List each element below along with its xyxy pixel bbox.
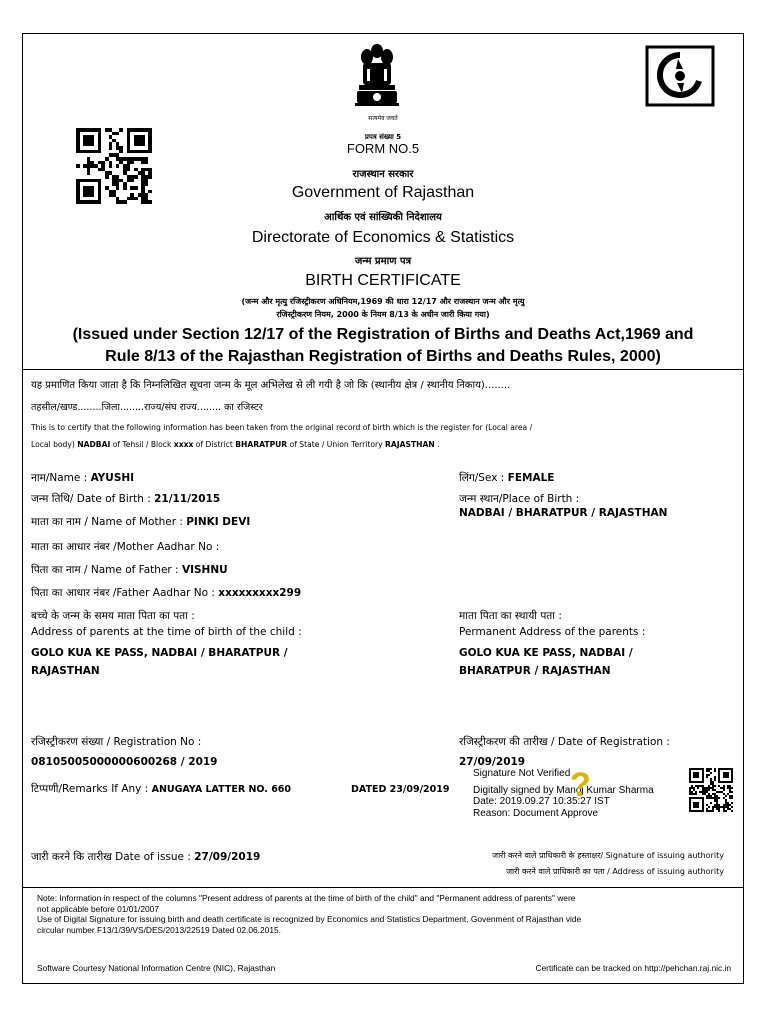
signature-status: Signature Not Verified [473,768,571,779]
father-aadhar-label: पिता का आधार नंबर /Father Aadhar No : [31,587,219,599]
notes-divider [23,887,743,888]
issue-date-label: जारी करने कि तारीख Date of issue : [31,851,195,863]
father-aadhar-row [31,586,301,600]
father-row [31,563,228,577]
mother-label: माता का नाम / Name of Mother : [31,516,187,528]
act-hindi-line1: (जन्म और मृत्यु रजिस्ट्रीकरण अधिनियम,1969 की धारा 12/17 और राजस्थान जन्म और मृत्यु [241,297,525,306]
notes-block [37,893,581,935]
intro-text: of District [193,440,236,449]
intro-text: of Tehsil / Block [110,440,174,449]
emblem-motto: सत्यमेव जयते [368,115,398,122]
remarks-value: ANUGAYA LATTER NO. 660 [151,784,292,795]
act-english-line2: Rule 8/13 of the Rajasthan Registration of Births and Deaths Rules, 2000) [105,348,661,365]
note-line: not applicable before 01/01/2007 [37,903,160,914]
qr-code-icon [689,768,733,812]
remarks-label: टिप्पणी/Remarks If Any : [31,783,152,795]
name-label: नाम/Name : [31,472,91,484]
act-hindi-line2: रजिस्ट्रीकरण नियम, 2000 के नियम 8/13 के अधीन जारी किया गया) [276,310,490,319]
local-body-value: NADBAI [77,440,111,449]
certificate-title: BIRTH CERTIFICATE [305,272,461,289]
intro-english-line1: This is to certify that the following information has been taken from the original record of birth which is the register for (Local area / [31,423,533,432]
registration-no-label: रजिस्ट्रीकरण संख्या / Registration No : [31,736,202,748]
address-birth-label-hindi: बच्चे के जन्म के समय माता पिता का पता : [31,610,195,622]
digital-signature-block [473,768,654,819]
note-line: Note: Information in respect of the columns "Present address of parents at the time of birth of the child" and "Permanent address of parents" were [37,893,576,903]
registration-no-value: 08105005000000600268 / 2019 [31,756,218,768]
authority-address-label: जारी करने वाले प्राधिकारी का पता / Address of issuing authority [506,867,724,876]
footer-tracking-link[interactable]: Certificate can be tracked on http://pehchan.raj.nic.in [535,963,731,973]
sex-value: FEMALE [507,472,555,484]
note-line: circular number F13/1/39/VS/DES/2013/22519 Dated 02.06.2015. [37,924,281,935]
state-value: RAJASTHAN [385,440,435,449]
signature-reason: Reason: Document Approve [473,807,599,819]
intro-hindi-line1: यह प्रमाणित किया जाता है कि निम्नलिखित सूचना जन्म के मूल अभिलेख से ली गयी है जो कि (स्थानीय क्षेत्र / स्थानीय निकाय)........ [31,380,511,391]
mother-aadhar-label: माता का आधार नंबर /Mother Aadhar No : [31,541,220,553]
pob-label: जन्म स्थान/Place of Birth : [459,493,580,505]
pob-value: NADBAI / BHARATPUR / RAJASTHAN [459,507,668,519]
father-label: पिता का नाम / Name of Father : [31,564,182,576]
directorate-hindi: आर्थिक एवं सांख्यिकी निदेशालय [324,212,442,223]
dob-value: 21/11/2015 [154,493,221,505]
registration-date-label: रजिस्ट्रीकरण की तारीख / Date of Registration : [459,736,670,748]
registration-date-value: 27/09/2019 [459,756,526,768]
address-perm-label: Permanent Address of the parents : [459,626,646,638]
dob-label: जन्म तिथि/ Date of Birth : [31,493,155,505]
act-english-line1: (Issued under Section 12/17 of the Registration of Births and Deaths Act,1969 and [72,326,694,343]
signature-date: Date: 2019.09.27 10:35:27 IST [473,796,610,807]
address-birth-label: Address of parents at the time of birth of the child : [31,626,302,638]
address-birth-line1: GOLO KUA KE PASS, NADBAI / BHARATPUR / [31,647,288,659]
father-value: VISHNU [181,564,228,576]
name-row [31,471,134,485]
form-number: FORM NO.5 [346,141,420,156]
address-perm-label-hindi: माता पिता का स्थायी पता : [459,610,562,622]
ashoka-emblem-icon [349,41,405,121]
pehchan-logo-icon [645,45,715,107]
intro-text: of State / Union Territory [287,440,386,449]
intro-hindi-line2: तहसील/खण्ड........जिला........राज्य/संघ राज्य........ का रजिस्टर [31,402,263,413]
district-value: BHARATPUR [235,440,288,449]
header-divider [23,369,743,370]
sex-label: लिंग/Sex : [459,472,508,484]
sex-row [459,471,554,485]
address-perm-line2: BHARATPUR / RAJASTHAN [459,665,611,677]
remarks-dated: DATED 23/09/2019 [351,784,450,795]
address-birth-line2: RAJASTHAN [31,665,100,677]
intro-english-line2 [31,440,440,449]
intro-text: Local body) [31,440,78,449]
remarks-row [31,782,291,796]
name-value: AYUSHI [90,472,135,484]
signature-signed-by: Digitally signed by Manoj Kumar Sharma [473,784,654,796]
father-aadhar-value: xxxxxxxxx299 [218,587,302,599]
footer-software-courtesy: Software Courtesy National Information Centre (NIC), Rajasthan [37,963,276,973]
tehsil-value: xxxx [173,440,194,449]
question-mark-icon: ? [570,766,591,804]
mother-row [31,515,250,529]
note-line: Use of Digital Signature for issuing birth and death certificate is recognized by Economics and Statistics Department, Govenment of Rajasthan vide [37,914,582,925]
issue-date-row [31,850,260,864]
certificate-title-hindi: जन्म प्रमाण पत्र [354,256,412,267]
directorate-title: Directorate of Economics & Statistics [251,229,515,246]
signature-authority-label: जारी करने वाले प्राधिकारी के हस्ताक्षर/ Signature of issuing authority [492,851,724,860]
address-perm-line1: GOLO KUA KE PASS, NADBAI / [459,647,633,659]
government-hindi: राजस्थान सरकार [352,169,414,180]
form-number-hindi: प्रपत्र संख्या 5 [364,133,402,141]
government-title: Government of Rajasthan [291,184,475,201]
dob-row [31,492,220,506]
mother-value: PINKI DEVI [186,516,251,528]
issue-date-value: 27/09/2019 [194,851,261,863]
intro-text: . [434,440,440,449]
